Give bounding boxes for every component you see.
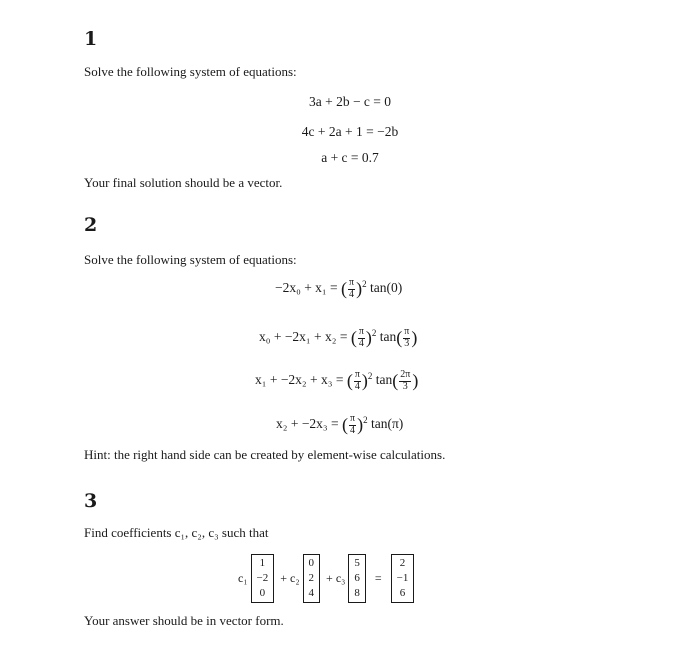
vector-entry: 6 [354, 572, 360, 584]
equation-2a-tan: tan(0) [369, 280, 403, 296]
vector-entry: 0 [308, 557, 315, 569]
vector-entry: 5 [354, 557, 360, 569]
problem-2-number: 2 [84, 214, 98, 236]
problem-3-prompt: Find coefficients c₁, c₂, c₃ such that [84, 525, 269, 540]
equation-1c: a + c = 0.7 [321, 150, 379, 165]
fraction-numerator: π [358, 326, 364, 337]
vector-entry: 2 [308, 572, 315, 584]
vector-entry: −1 [396, 572, 409, 584]
equation-1b: 4c + 2a + 1 = −2b [301, 124, 399, 139]
equation-1a: 3a + 2b − c = 0 [308, 94, 392, 109]
equation-2b-lhs: x₀ + −2x₁ + x₂ = [259, 329, 348, 345]
problem-2-note: Hint: the right hand side can be created by element-wise calculations. [84, 447, 446, 462]
vector-1 [251, 554, 275, 603]
fraction-denominator: 4 [349, 288, 355, 300]
coefficient-c1: c₁ [238, 571, 248, 585]
vector-equation [238, 554, 417, 603]
vector-entry: −2 [256, 572, 269, 584]
equation-2c-lhs: x₁ + −2x₂ + x₃ = [255, 372, 344, 388]
vector-2 [303, 554, 321, 603]
equation-2d: x₂ + −2x₃ = ( $\frac{\pi}{4}$ )$^2$ tan(π) [276, 413, 404, 436]
equation-2a: −2x₀ + x₁ = ( $\frac{\pi}{4}$ )$^2$ tan(0) [275, 277, 403, 300]
fraction-denominator: 3 [402, 380, 408, 392]
problem-2-prompt: Solve the following system of equations: [84, 252, 297, 267]
vector-entry: 0 [259, 587, 266, 599]
fraction-numerator: π [354, 369, 360, 380]
coefficient-c2: c₂ [290, 571, 300, 585]
equation-2b: x₀ + −2x₁ + x₂ = ( $\frac{\pi}{4}$ )$^2$ tan( $\frac{\pi}{3}$ ) [259, 326, 418, 349]
vector-entry: 2 [399, 557, 406, 569]
plus-sign: + [280, 571, 288, 585]
problem-3-number: 3 [84, 490, 98, 512]
equation-2a-lhs: −2x₀ + x₁ = [275, 280, 338, 296]
fraction-numerator: π [350, 413, 356, 424]
equation-2d-lhs: x₂ + −2x₃ = [276, 416, 339, 432]
fraction-numerator: 2π [400, 369, 411, 380]
problem-1-number: 1 [84, 28, 98, 50]
fraction-denominator: 4 [350, 424, 356, 436]
fraction-numerator: π [349, 277, 355, 288]
fraction-denominator: 4 [354, 380, 360, 392]
plus-sign: + [326, 571, 333, 585]
coefficient-c3: c₃ [335, 571, 346, 585]
vector-entry: 1 [259, 557, 266, 569]
equation-2c: x₁ + −2x₂ + x₃ = ( $\frac{\pi}{4}$ )$^2$ tan( $\frac{2\pi}{3}$ ) [255, 369, 419, 392]
result-vector [391, 554, 415, 603]
problem-3-note: Your answer should be in vector form. [84, 613, 284, 628]
vector-entry: 8 [354, 587, 360, 599]
fraction-denominator: 3 [404, 337, 410, 349]
problem-1-prompt: Solve the following system of equations: [84, 64, 297, 79]
vector-3 [348, 554, 366, 603]
problem-1-note: Your final solution should be a vector. [84, 175, 283, 190]
fraction-numerator: π [404, 326, 410, 337]
vector-entry: 4 [308, 587, 315, 599]
vector-entry: 6 [399, 587, 406, 599]
equation-2d-tan: tan(π) [370, 416, 404, 432]
fraction-denominator: 4 [358, 337, 364, 349]
equals-sign: = [374, 571, 382, 585]
